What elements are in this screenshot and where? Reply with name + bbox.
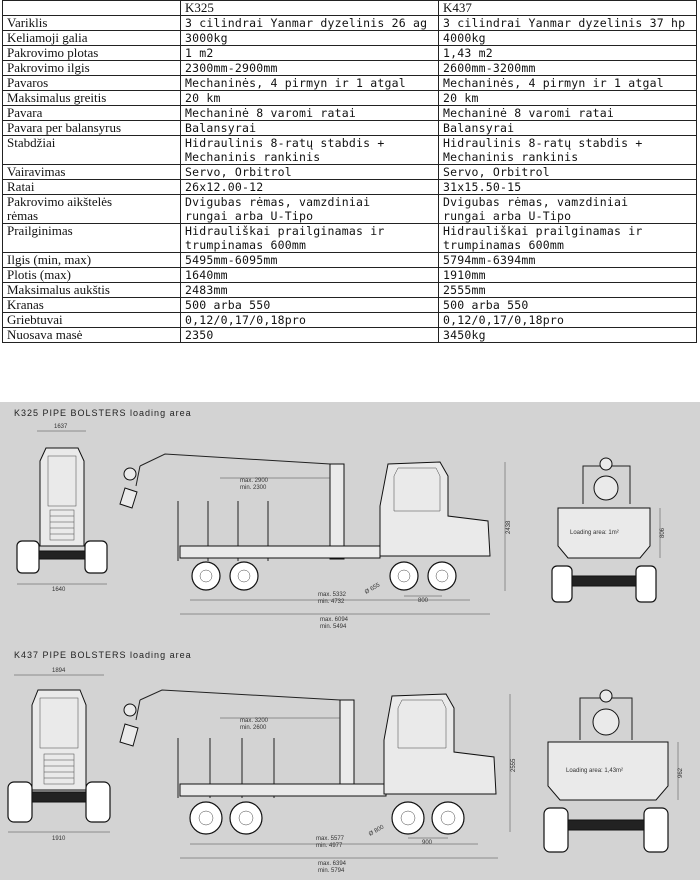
- row-label-cell-line: Plotis (max): [7, 267, 71, 282]
- table-row: [3, 61, 697, 76]
- k325-reach-max: max. 2900: [240, 478, 269, 484]
- k325-value-cell: [181, 253, 439, 268]
- table-row: [3, 16, 697, 31]
- k325-value-cell-line: 1 m2: [185, 46, 214, 60]
- table-row: [3, 298, 697, 313]
- row-label-cell-line: Pavara per balansyrus: [7, 120, 122, 135]
- k325-value-cell: [181, 16, 439, 31]
- k437-value-cell: [439, 253, 697, 268]
- table-row: [3, 76, 697, 91]
- k325-reach-min: min. 2300: [240, 485, 267, 491]
- k437-value-cell: [439, 46, 697, 61]
- k325-value-cell-line: 26x12.00-12: [185, 180, 264, 194]
- k325-value-cell: [181, 106, 439, 121]
- row-label-cell: [3, 91, 181, 106]
- k437-reach-min: min. 2600: [240, 725, 267, 731]
- table-header-row: [3, 1, 697, 16]
- k437-value-cell-line: 5794mm-6394mm: [443, 253, 536, 267]
- k325-side-view: [120, 454, 512, 630]
- spec-table-body: [3, 16, 697, 343]
- row-label-cell: [3, 76, 181, 91]
- k437-value-cell: [439, 16, 697, 31]
- k325-value-cell-line: Mechaninė 8 varomi ratai: [185, 106, 356, 120]
- k437-value-cell: [439, 328, 697, 343]
- row-label-cell: [3, 283, 181, 298]
- k325-value-cell-line: Hidrauliškai prailginamas ir: [185, 224, 385, 238]
- k437-front-view: [8, 668, 110, 842]
- table-row: [3, 31, 697, 46]
- k325-value-cell-line: 2300mm-2900mm: [185, 61, 278, 75]
- table-row: [3, 253, 697, 268]
- row-label-cell: [3, 195, 181, 224]
- k325-value-cell-line: 20 km: [185, 91, 221, 105]
- row-label-cell: [3, 268, 181, 283]
- k325-value-cell: [181, 61, 439, 76]
- k437-value-cell-line: Servo, Orbitrol: [443, 165, 550, 179]
- k437-value-cell-line: 1,43 m2: [443, 46, 493, 60]
- row-label-cell-line: Keliamoji galia: [7, 30, 88, 45]
- table-row: [3, 268, 697, 283]
- row-label-cell-line: Variklis: [7, 15, 48, 30]
- k325-drawing-title: K325 PIPE BOLSTERS loading area: [14, 408, 192, 418]
- k437-value-cell: [439, 224, 697, 253]
- row-label-cell-line: Vairavimas: [7, 164, 66, 179]
- k325-value-cell-line: 5495mm-6095mm: [185, 253, 278, 267]
- table-row: [3, 180, 697, 195]
- k437-value-cell-line: Hidrauliškai prailginamas ir: [443, 224, 643, 238]
- k437-value-cell: [439, 136, 697, 165]
- k325-value-cell: [181, 298, 439, 313]
- k437-value-cell-line: 2555mm: [443, 283, 486, 297]
- k437-drawing: [0, 660, 700, 878]
- row-label-cell: [3, 46, 181, 61]
- k437-value-cell-line: Balansyrai: [443, 121, 515, 135]
- k437-length-b-min: min. 5794: [318, 868, 345, 874]
- k437-value-cell-line: trumpinamas 600mm: [443, 238, 565, 252]
- row-label-cell-line: Pakrovimo ilgis: [7, 60, 90, 75]
- k325-value-cell-line: rungai arba U-Tipo: [185, 209, 314, 223]
- table-row: [3, 283, 697, 298]
- table-row: [3, 106, 697, 121]
- table-row: [3, 224, 697, 253]
- k325-loading-area: Loading area: 1m²: [570, 530, 619, 536]
- k437-wheelbase: 900: [422, 840, 433, 846]
- technical-drawings: [0, 402, 700, 880]
- k325-rear-height: 806: [660, 527, 666, 538]
- table-row: [3, 313, 697, 328]
- spec-table: [2, 0, 697, 343]
- header-cell-k437: K437: [439, 1, 697, 16]
- k325-value-cell: [181, 268, 439, 283]
- k325-value-cell-line: Servo, Orbitrol: [185, 165, 292, 179]
- table-row: [3, 91, 697, 106]
- row-label-cell-line: Ratai: [7, 179, 35, 194]
- k325-value-cell-line: 0,12/0,17/0,18pro: [185, 313, 307, 327]
- row-label-cell-line: Maksimalus greitis: [7, 90, 107, 105]
- table-row: [3, 46, 697, 61]
- row-label-cell: [3, 165, 181, 180]
- table-row: [3, 328, 697, 343]
- k437-value-cell-line: 31x15.50-15: [443, 180, 522, 194]
- row-label-cell: [3, 61, 181, 76]
- k437-reach-max: max. 3200: [240, 718, 269, 724]
- k325-length-b-max: max. 6094: [320, 617, 349, 623]
- k325-value-cell: [181, 76, 439, 91]
- k437-front-width-top: 1894: [52, 668, 66, 674]
- row-label-cell-line: Pakrovimo plotas: [7, 45, 99, 60]
- k437-value-cell: [439, 106, 697, 121]
- k325-wheel-dia: Ø 655: [364, 582, 382, 596]
- k437-length-a-min: min. 4977: [316, 843, 343, 849]
- k437-rear-view: [544, 690, 684, 852]
- k437-value-cell: [439, 180, 697, 195]
- row-label-cell: [3, 16, 181, 31]
- k325-value-cell-line: Dvigubas rėmas, vamzdiniai: [185, 195, 371, 209]
- k437-value-cell-line: 20 km: [443, 91, 479, 105]
- k437-value-cell-line: 500 arba 550: [443, 298, 529, 312]
- k325-length-b-min: min. 5494: [320, 624, 347, 630]
- row-label-cell-line: Pavaros: [7, 75, 49, 90]
- k325-value-cell-line: 500 arba 550: [185, 298, 271, 312]
- k437-value-cell-line: 2600mm-3200mm: [443, 61, 536, 75]
- header-cell-label: [3, 1, 181, 16]
- k437-value-cell: [439, 313, 697, 328]
- k325-value-cell-line: 2483mm: [185, 283, 228, 297]
- k325-length-a-min: min. 4732: [318, 599, 345, 605]
- row-label-cell-line: Griebtuvai: [7, 312, 63, 327]
- row-label-cell-line: Pavara: [7, 105, 43, 120]
- k437-value-cell: [439, 165, 697, 180]
- k325-value-cell: [181, 328, 439, 343]
- row-label-cell: [3, 31, 181, 46]
- k437-value-cell: [439, 91, 697, 106]
- k437-value-cell-line: 3450kg: [443, 328, 486, 342]
- k325-drawing: [0, 416, 700, 646]
- k437-value-cell-line: 4000kg: [443, 31, 486, 45]
- table-row: [3, 195, 697, 224]
- k437-rear-height: 962: [678, 767, 684, 778]
- k437-value-cell: [439, 61, 697, 76]
- k325-value-cell: [181, 31, 439, 46]
- k437-height: 2555: [511, 758, 517, 772]
- k437-value-cell-line: rungai arba U-Tipo: [443, 209, 572, 223]
- k325-front-width-top: 1637: [54, 424, 68, 430]
- k325-value-cell: [181, 283, 439, 298]
- table-row: [3, 121, 697, 136]
- k437-value-cell-line: 0,12/0,17/0,18pro: [443, 313, 565, 327]
- k325-value-cell-line: trumpinamas 600mm: [185, 238, 307, 252]
- row-label-cell-line: Pakrovimo aikštelės: [7, 194, 113, 209]
- row-label-cell: [3, 328, 181, 343]
- k437-length-a-max: max. 5577: [316, 836, 345, 842]
- k437-value-cell-line: Mechaninės, 4 pirmyn ir 1 atgal: [443, 76, 664, 90]
- k325-value-cell-line: Mechaninės, 4 pirmyn ir 1 atgal: [185, 76, 406, 90]
- k437-value-cell: [439, 283, 697, 298]
- k325-length-a-max: max. 5332: [318, 592, 347, 598]
- row-label-cell: [3, 224, 181, 253]
- k325-value-cell-line: 3 cilindrai Yanmar dyzelinis 26 ag: [185, 16, 428, 30]
- k437-value-cell-line: 1910mm: [443, 268, 486, 282]
- row-label-cell: [3, 106, 181, 121]
- k437-value-cell: [439, 195, 697, 224]
- k437-value-cell-line: Dvigubas rėmas, vamzdiniai: [443, 195, 629, 209]
- row-label-cell: [3, 121, 181, 136]
- k325-front-view: [17, 424, 107, 593]
- k325-value-cell: [181, 46, 439, 61]
- k325-value-cell: [181, 195, 439, 224]
- k437-length-b-max: max. 6394: [318, 861, 347, 867]
- row-label-cell: [3, 298, 181, 313]
- k325-front-width-bottom: 1640: [52, 587, 66, 593]
- k325-value-cell-line: Balansyrai: [185, 121, 257, 135]
- k437-value-cell-line: Hidraulinis 8-ratų stabdis +: [443, 136, 643, 150]
- row-label-cell-line: Nuosava masė: [7, 327, 83, 342]
- table-row: [3, 165, 697, 180]
- k437-value-cell-line: Mechaninis rankinis: [443, 150, 579, 164]
- row-label-cell-line: Kranas: [7, 297, 44, 312]
- table-row: [3, 136, 697, 165]
- k437-value-cell-line: Mechaninė 8 varomi ratai: [443, 106, 614, 120]
- k437-value-cell: [439, 298, 697, 313]
- row-label-cell: [3, 136, 181, 165]
- k437-value-cell: [439, 31, 697, 46]
- row-label-cell: [3, 253, 181, 268]
- k325-value-cell-line: 1640mm: [185, 268, 228, 282]
- k325-value-cell: [181, 136, 439, 165]
- k437-wheel-dia: Ø 800: [368, 824, 386, 838]
- k325-value-cell: [181, 313, 439, 328]
- k325-value-cell: [181, 180, 439, 195]
- row-label-cell: [3, 313, 181, 328]
- row-label-cell-line: Maksimalus aukštis: [7, 282, 110, 297]
- k325-rear-view: [552, 458, 666, 602]
- k437-value-cell: [439, 268, 697, 283]
- k437-side-view: [120, 690, 517, 874]
- header-cell-k325: K325: [181, 1, 439, 16]
- row-label-cell-line: Stabdžiai: [7, 135, 56, 150]
- k437-value-cell: [439, 76, 697, 91]
- row-label-cell-line: Prailginimas: [7, 223, 73, 238]
- k325-value-cell-line: Mechaninis rankinis: [185, 150, 321, 164]
- k325-wheelbase: 800: [418, 598, 429, 604]
- k437-front-width-bottom: 1910: [52, 836, 66, 842]
- row-label-cell-line: rėmas: [7, 208, 39, 223]
- k325-value-cell-line: 3000kg: [185, 31, 228, 45]
- k437-value-cell: [439, 121, 697, 136]
- k437-loading-area: Loading area: 1,43m²: [566, 768, 624, 774]
- row-label-cell-line: Ilgis (min, max): [7, 252, 92, 267]
- row-label-cell: [3, 180, 181, 195]
- k325-height: 2438: [506, 520, 512, 534]
- k325-value-cell: [181, 121, 439, 136]
- k325-value-cell-line: Hidraulinis 8-ratų stabdis +: [185, 136, 385, 150]
- k325-value-cell: [181, 91, 439, 106]
- k325-value-cell: [181, 165, 439, 180]
- k325-value-cell: [181, 224, 439, 253]
- k437-drawing-title: K437 PIPE BOLSTERS loading area: [14, 650, 192, 660]
- k437-value-cell-line: 3 cilindrai Yanmar dyzelinis 37 hp: [443, 16, 686, 30]
- k325-value-cell-line: 2350: [185, 328, 214, 342]
